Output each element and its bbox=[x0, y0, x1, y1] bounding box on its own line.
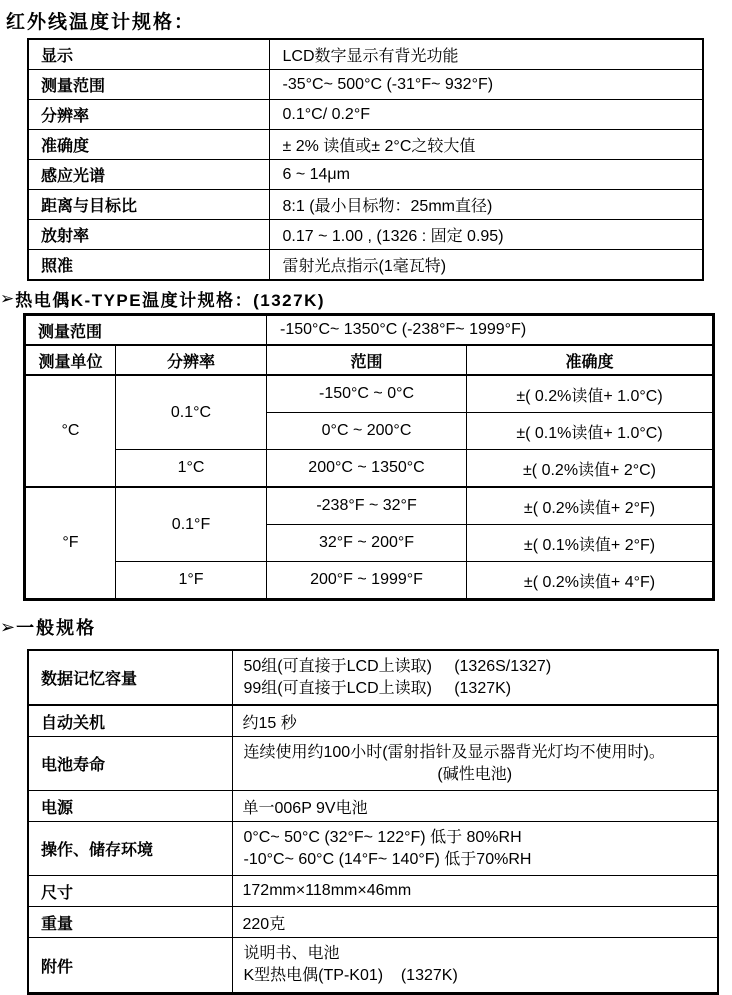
resolution-cell: 1°F bbox=[116, 562, 267, 600]
infrared-spec-table bbox=[27, 38, 704, 281]
spec-label: 数据记忆容量 bbox=[28, 650, 232, 705]
table-row bbox=[28, 130, 703, 160]
spec-label: 测量范围 bbox=[28, 70, 269, 100]
resolution-cell: 1°C bbox=[116, 450, 267, 488]
spec-label: 自动关机 bbox=[28, 705, 232, 737]
range-cell: -238°F ~ 32°F bbox=[267, 487, 467, 525]
spec-value: 雷射光点指示(1毫瓦特) bbox=[269, 250, 703, 281]
table-row bbox=[28, 705, 718, 737]
range-cell: 200°C ~ 1350°C bbox=[267, 450, 467, 488]
spec-value: 8:1 (最小目标物：25mm直径) bbox=[269, 190, 703, 220]
value-line: 50组(可直接于LCD上读取) (1326S/1327) bbox=[243, 657, 552, 675]
table-row bbox=[28, 160, 703, 190]
spec-value: 约15 秒 bbox=[232, 705, 718, 737]
resolution-cell: 0.1°F bbox=[116, 487, 267, 562]
spec-label: 距离与目标比 bbox=[28, 190, 269, 220]
section-title-infrared: 红外线温度计规格： bbox=[6, 12, 196, 33]
spec-value bbox=[232, 737, 718, 791]
spec-value: 单一006P 9V电池 bbox=[232, 791, 718, 822]
table-row bbox=[28, 737, 718, 791]
spec-label: 电池寿命 bbox=[28, 737, 232, 791]
range-cell: 0°C ~ 200°C bbox=[267, 413, 467, 450]
spec-label: 准确度 bbox=[28, 130, 269, 160]
spec-label: 重量 bbox=[28, 907, 232, 938]
accuracy-cell: ±( 0.2%读值+ 1.0°C) bbox=[467, 375, 714, 413]
spec-label: 操作、储存环境 bbox=[28, 822, 232, 876]
accuracy-cell: ±( 0.1%读值+ 1.0°C) bbox=[467, 413, 714, 450]
column-header: 测量单位 bbox=[25, 345, 116, 375]
section-title-general bbox=[0, 614, 732, 640]
section-title-text: 一般规格 bbox=[16, 618, 97, 638]
table-row bbox=[28, 822, 718, 876]
table-row bbox=[28, 70, 703, 100]
spec-label: 感应光谱 bbox=[28, 160, 269, 190]
spec-label: 尺寸 bbox=[28, 876, 232, 907]
column-header: 范围 bbox=[267, 345, 467, 375]
arrow-bullet-icon: ➢ bbox=[0, 288, 15, 308]
spec-value: -150°C~ 1350°C (-238°F~ 1999°F) bbox=[267, 315, 714, 346]
column-header: 准确度 bbox=[467, 345, 714, 375]
value-line: -10°C~ 60°C (14°F~ 140°F) 低于70%RH bbox=[243, 850, 532, 868]
accuracy-cell: ±( 0.2%读值+ 4°F) bbox=[467, 562, 714, 600]
table-row bbox=[28, 791, 718, 822]
value-line: 0°C~ 50°C (32°F~ 122°F) 低于 80%RH bbox=[243, 828, 522, 846]
range-cell: 200°F ~ 1999°F bbox=[267, 562, 467, 600]
spec-value: 6 ~ 14μm bbox=[269, 160, 703, 190]
spec-value: 220克 bbox=[232, 907, 718, 938]
table-row bbox=[28, 190, 703, 220]
spec-label: 放射率 bbox=[28, 220, 269, 250]
resolution-cell: 0.1°C bbox=[116, 375, 267, 450]
spec-value: -35°C~ 500°C (-31°F~ 932°F) bbox=[269, 70, 703, 100]
section-title-thermocouple bbox=[0, 286, 732, 311]
table-row bbox=[25, 487, 714, 525]
accuracy-cell: ±( 0.2%读值+ 2°C) bbox=[467, 450, 714, 488]
section-title-text: 热电偶K-TYPE温度计规格：(1327K) bbox=[15, 291, 326, 310]
accuracy-cell: ±( 0.1%读值+ 2°F) bbox=[467, 525, 714, 562]
range-cell: 32°F ~ 200°F bbox=[267, 525, 467, 562]
table-row bbox=[28, 250, 703, 281]
unit-cell: °C bbox=[25, 375, 116, 487]
spec-value: 0.17 ~ 1.00 , (1326 : 固定 0.95) bbox=[269, 220, 703, 250]
unit-cell: °F bbox=[25, 487, 116, 600]
spec-label: 测量范围 bbox=[25, 315, 267, 346]
table-header-row bbox=[25, 345, 714, 375]
accuracy-cell: ±( 0.2%读值+ 2°F) bbox=[467, 487, 714, 525]
table-row bbox=[28, 876, 718, 907]
value-line: (碱性电池) bbox=[437, 765, 513, 783]
value-line: 99组(可直接于LCD上读取) (1327K) bbox=[243, 679, 512, 697]
table-row bbox=[28, 907, 718, 938]
table-row bbox=[28, 938, 718, 994]
spec-value: ± 2% 读值或± 2°C之较大值 bbox=[269, 130, 703, 160]
range-cell: -150°C ~ 0°C bbox=[267, 375, 467, 413]
arrow-bullet-icon: ➢ bbox=[0, 616, 16, 637]
value-line: 连续使用约100小时(雷射指针及显示器背光灯均不使用时)。 bbox=[243, 743, 665, 761]
spec-label: 分辨率 bbox=[28, 100, 269, 130]
spec-label: 附件 bbox=[28, 938, 232, 994]
table-row bbox=[25, 450, 714, 488]
thermocouple-spec-table bbox=[23, 313, 715, 601]
value-line: 说明书、电池 bbox=[243, 945, 340, 962]
spec-value bbox=[232, 938, 718, 994]
general-spec-table bbox=[27, 649, 719, 995]
value-line: K型热电偶(TP-K01) (1327K) bbox=[243, 967, 458, 984]
table-row bbox=[25, 562, 714, 600]
table-row bbox=[28, 39, 703, 70]
table-row bbox=[28, 220, 703, 250]
table-row bbox=[28, 100, 703, 130]
spec-label: 显示 bbox=[28, 39, 269, 70]
spec-value: 172mm×118mm×46mm bbox=[232, 876, 718, 907]
spec-value bbox=[232, 650, 718, 705]
column-header: 分辨率 bbox=[116, 345, 267, 375]
table-row bbox=[25, 375, 714, 413]
table-row bbox=[28, 650, 718, 705]
spec-value: LCD数字显示有背光功能 bbox=[269, 39, 703, 70]
spec-value bbox=[232, 822, 718, 876]
table-row bbox=[25, 315, 714, 346]
spec-value: 0.1°C/ 0.2°F bbox=[269, 100, 703, 130]
spec-label: 电源 bbox=[28, 791, 232, 822]
spec-label: 照准 bbox=[28, 250, 269, 281]
